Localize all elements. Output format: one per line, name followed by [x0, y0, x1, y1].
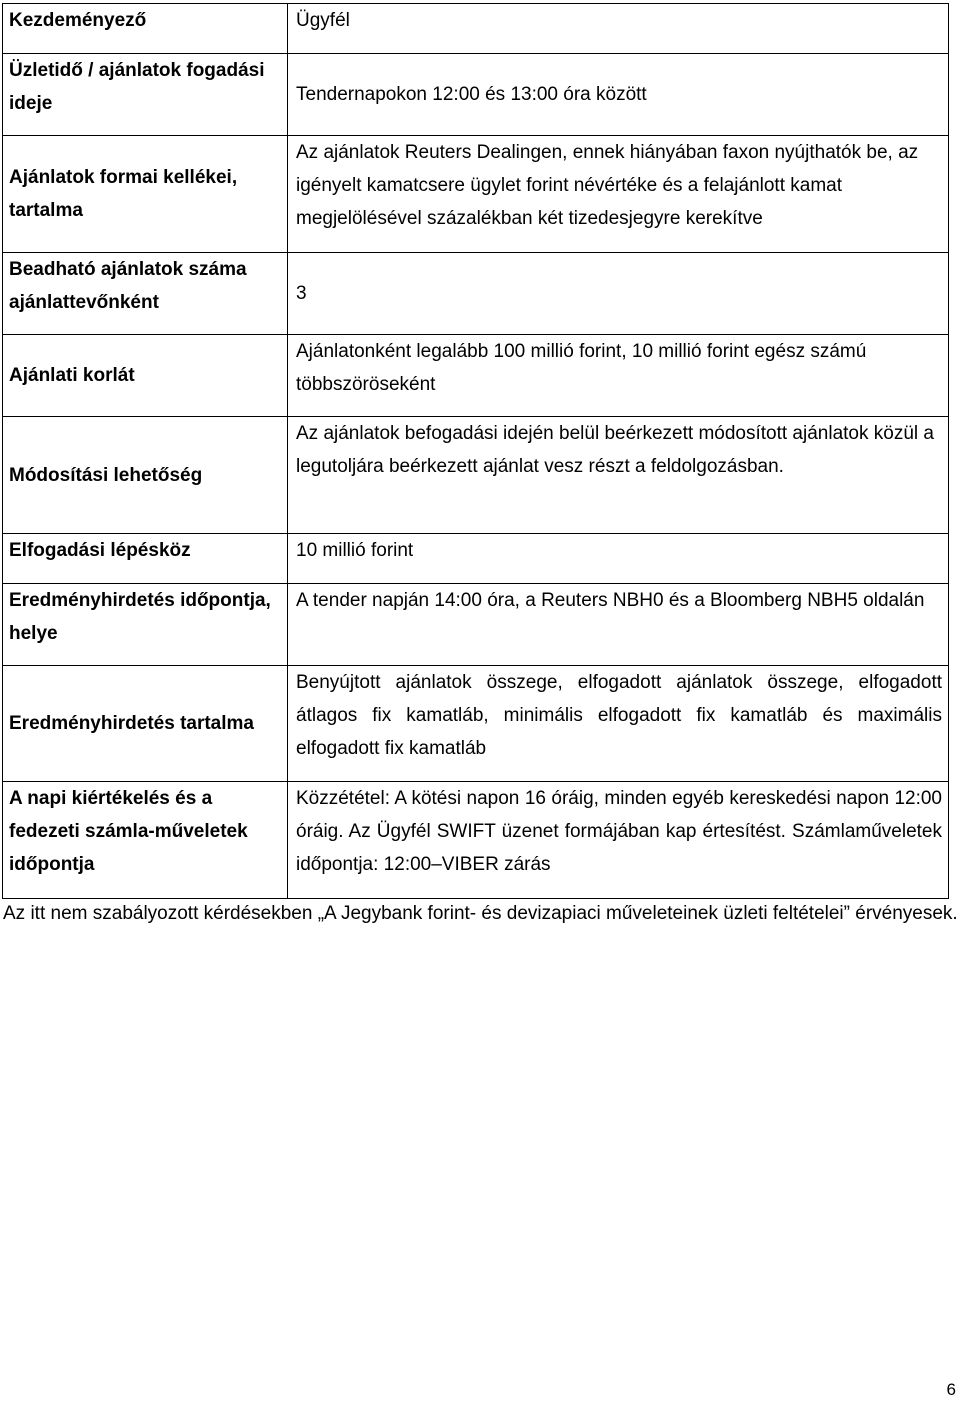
table-row — [3, 54, 949, 136]
row-label: Eredményhirdetés időpontja, helye — [3, 584, 288, 666]
row-label: Beadható ajánlatok száma ajánlattevőnként — [3, 253, 288, 335]
row-label: Elfogadási lépésköz — [3, 534, 288, 584]
row-label: Eredményhirdetés tartalma — [3, 666, 288, 782]
table-row — [3, 534, 949, 584]
table-row — [3, 4, 949, 54]
row-label: Üzletidő / ajánlatok fogadási ideje — [3, 54, 288, 136]
row-label: Kezdeményező — [3, 4, 288, 54]
row-label: Ajánlati korlát — [3, 335, 288, 417]
row-value: Benyújtott ajánlatok összege, elfogadott ajánlatok összege, elfogadott átlagos fix kamatláb, minimális elfogadott fix kamatláb és maximális elfogadott fix kamatláb — [288, 666, 949, 782]
row-value: 3 — [288, 253, 949, 335]
table-row — [3, 584, 949, 666]
table-row — [3, 253, 949, 335]
table-row — [3, 666, 949, 782]
table-row — [3, 417, 949, 534]
footnote-text: Az itt nem szabályozott kérdésekben „A Jegybank forint- és devizapiaci műveleteinek üzleti feltételei” érvényesek. — [3, 903, 958, 924]
conditions-table — [2, 3, 949, 899]
row-value: Közzététel: A kötési napon 16 óráig, minden egyéb kereskedési napon 12:00 óráig. Az Ügyfél SWIFT üzenet formájában kap értesítést. Számlaműveletek időpontja: 12:00–VIBER zárás — [288, 782, 949, 899]
row-value: Tendernapokon 12:00 és 13:00 óra között — [288, 54, 949, 136]
row-value: Az ajánlatok befogadási idején belül beérkezett módosított ajánlatok közül a legutoljára beérkezett ajánlat vesz részt a feldolgozásban. — [288, 417, 949, 534]
row-label: Módosítási lehetőség — [3, 417, 288, 534]
row-value: A tender napján 14:00 óra, a Reuters NBH0 és a Bloomberg NBH5 oldalán — [288, 584, 949, 666]
row-value: 10 millió forint — [288, 534, 949, 584]
table-row — [3, 335, 949, 417]
table-row — [3, 782, 949, 899]
page-number: 6 — [946, 1380, 956, 1399]
row-label: Ajánlatok formai kellékei, tartalma — [3, 136, 288, 253]
row-value: Ajánlatonként legalább 100 millió forint, 10 millió forint egész számú többszöröseként — [288, 335, 949, 417]
row-label: A napi kiértékelés és a fedezeti számla-műveletek időpontja — [3, 782, 288, 899]
row-value: Ügyfél — [288, 4, 949, 54]
table-row — [3, 136, 949, 253]
row-value: Az ajánlatok Reuters Dealingen, ennek hiányában faxon nyújthatók be, az igényelt kamatcsere ügylet forint névértéke és a felajánlott kamat megjelölésével százalékban két tizedesjegyre kerekítve — [288, 136, 949, 253]
